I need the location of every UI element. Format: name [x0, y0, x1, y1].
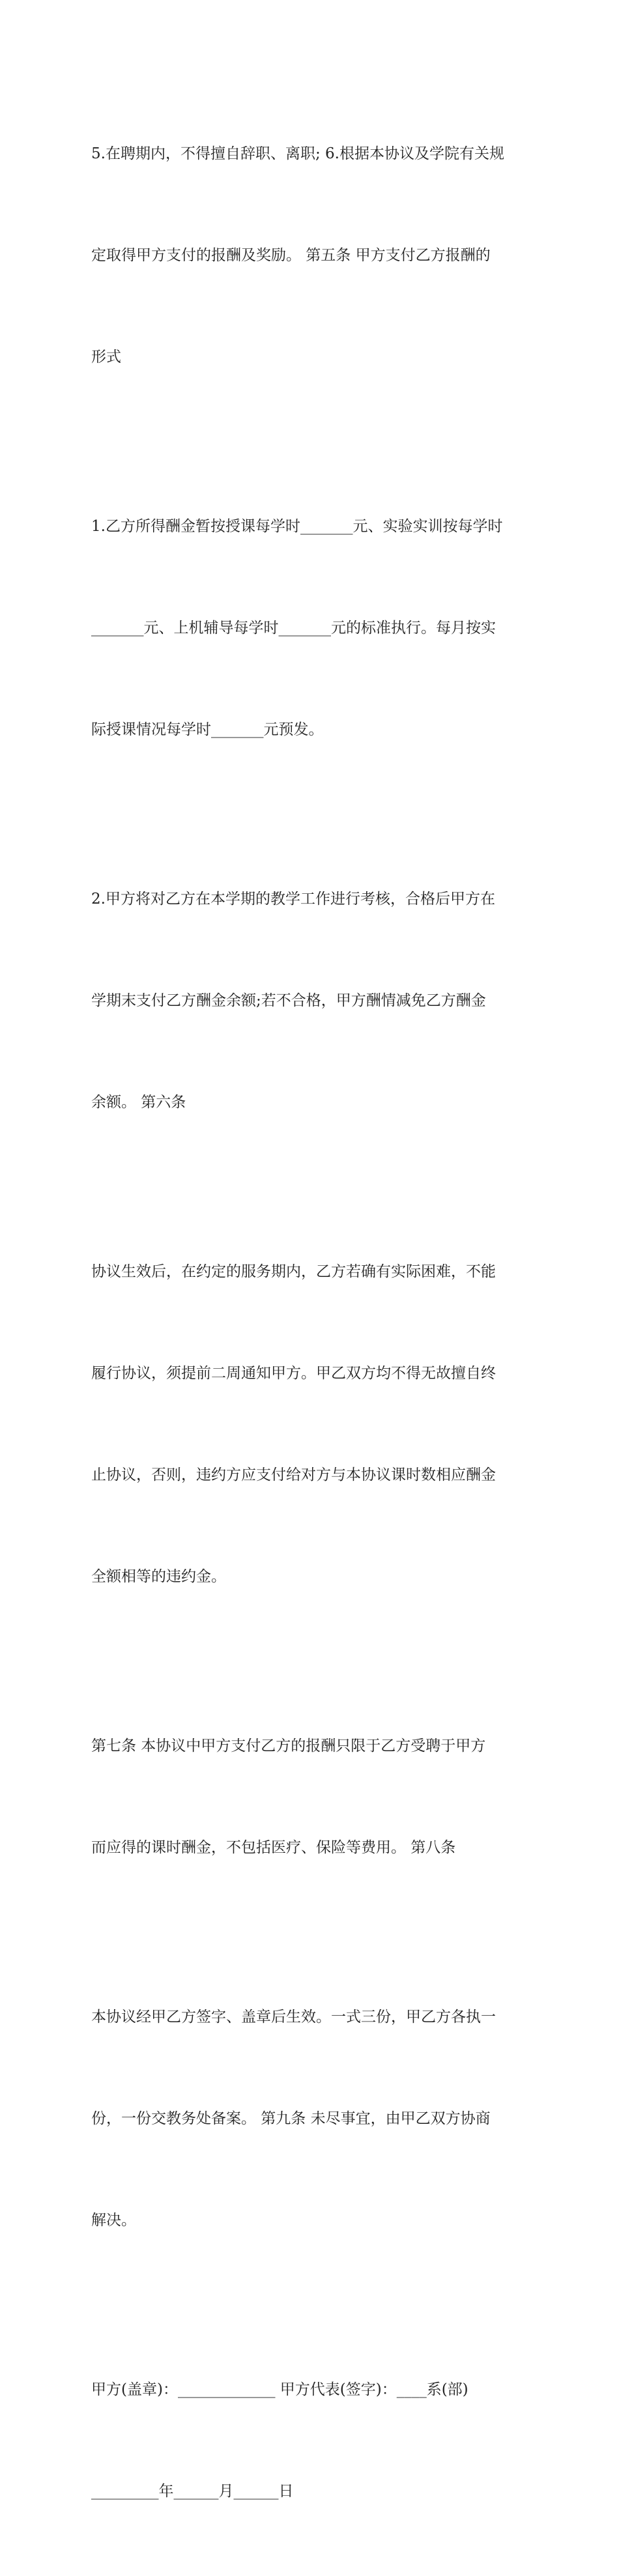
- text-line: 定取得甲方支付的报酬及奖励。 第五条 甲方支付乙方报酬的: [91, 247, 491, 264]
- paragraph-payment-rates: [91, 442, 534, 814]
- text-line: _______元、上机辅导每学时_______元的标准执行。每月按实: [91, 620, 496, 637]
- text-line: 形式: [91, 349, 121, 365]
- text-line: 协议生效后，在约定的服务期内，乙方若确有实际困难，不能: [91, 1263, 496, 1280]
- paragraph-article-6-termination: [91, 1187, 534, 1661]
- text-line: 1.乙方所得酬金暂按授课每学时_______元、实验实训按每学时: [91, 518, 503, 535]
- paragraph-signature-block: [91, 2305, 534, 2576]
- text-line: 解决。: [91, 2212, 136, 2229]
- text-line: 际授课情况每学时_______元预发。: [91, 721, 324, 738]
- text-line: 本协议经甲乙方签字、盖章后生效。一式三份，甲乙方各执一: [91, 2009, 496, 2025]
- text-line: 2.甲方将对乙方在本学期的教学工作进行考核，合格后甲方在: [91, 891, 495, 908]
- text-line: 余额。 第六条: [91, 1094, 186, 1111]
- signature-line: 甲方(盖章)：_____________ 甲方代表(签字)：____系(部): [91, 2381, 468, 2398]
- text-line: 止协议，否则，违约方应支付给对方与本协议课时数相应酬金: [91, 1467, 496, 1483]
- text-line: 份，一份交教务处备案。 第九条 未尽事宜，由甲乙双方协商: [91, 2110, 491, 2127]
- paragraph-article-7: [91, 1661, 534, 1932]
- text-line: 学期末支付乙方酬金余额;若不合格，甲方酬情减免乙方酬金: [91, 992, 486, 1009]
- paragraph-article-8-and-9: [91, 1932, 534, 2305]
- paragraph-duties-and-article-5: [91, 69, 534, 442]
- text-line: 第七条 本协议中甲方支付乙方的报酬只限于乙方受聘于甲方: [91, 1738, 486, 1754]
- text-line: 5.在聘期内，不得擅自辞职、离职; 6.根据本协议及学院有关规: [91, 145, 504, 162]
- text-line: 全额相等的违约金。: [91, 1568, 226, 1585]
- text-line: 而应得的课时酬金，不包括医疗、保险等费用。 第八条: [91, 1839, 456, 1856]
- date-line: _________年______月______日: [91, 2483, 294, 2500]
- text-line: 履行协议，须提前二周通知甲方。甲乙双方均不得无故擅自终: [91, 1365, 496, 1382]
- paragraph-assessment: [91, 814, 534, 1187]
- document-body: [91, 69, 534, 2576]
